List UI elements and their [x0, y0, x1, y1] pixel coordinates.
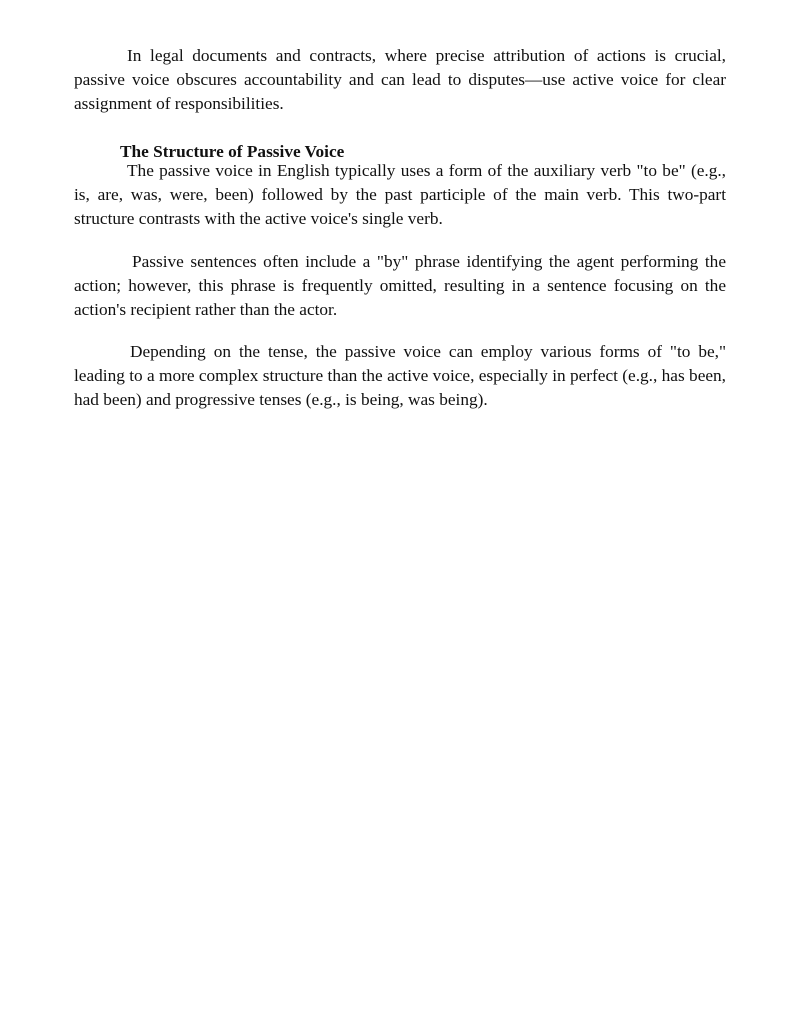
- paragraph-tense: Depending on the tense, the passive voice can employ various forms of "to be," leading to a more complex structure than the active voice, especially in perfect (e.g., has been, had been) and progressive tenses (e.g., is being, was being).: [74, 342, 726, 409]
- paragraph-legal-documents: In legal documents and contracts, where precise attribution of actions is crucial, passive voice obscures accountability and can lead to disputes—use active voice for clear assignment of responsibilities.: [74, 46, 726, 113]
- paragraph-structure: The passive voice in English typically uses a form of the auxiliary verb "to be" (e.g., is, are, was, were, been) followed by the past participle of the main verb. This two-part structure contrasts with the active voice's single verb.: [74, 161, 726, 228]
- section-heading: The Structure of Passive Voice: [120, 142, 345, 161]
- paragraph-by-phrase: Passive sentences often include a "by" phrase identifying the agent performing the action; however, this phrase is frequently omitted, resulting in a sentence focusing on the action's recipient rather than the actor.: [74, 252, 726, 319]
